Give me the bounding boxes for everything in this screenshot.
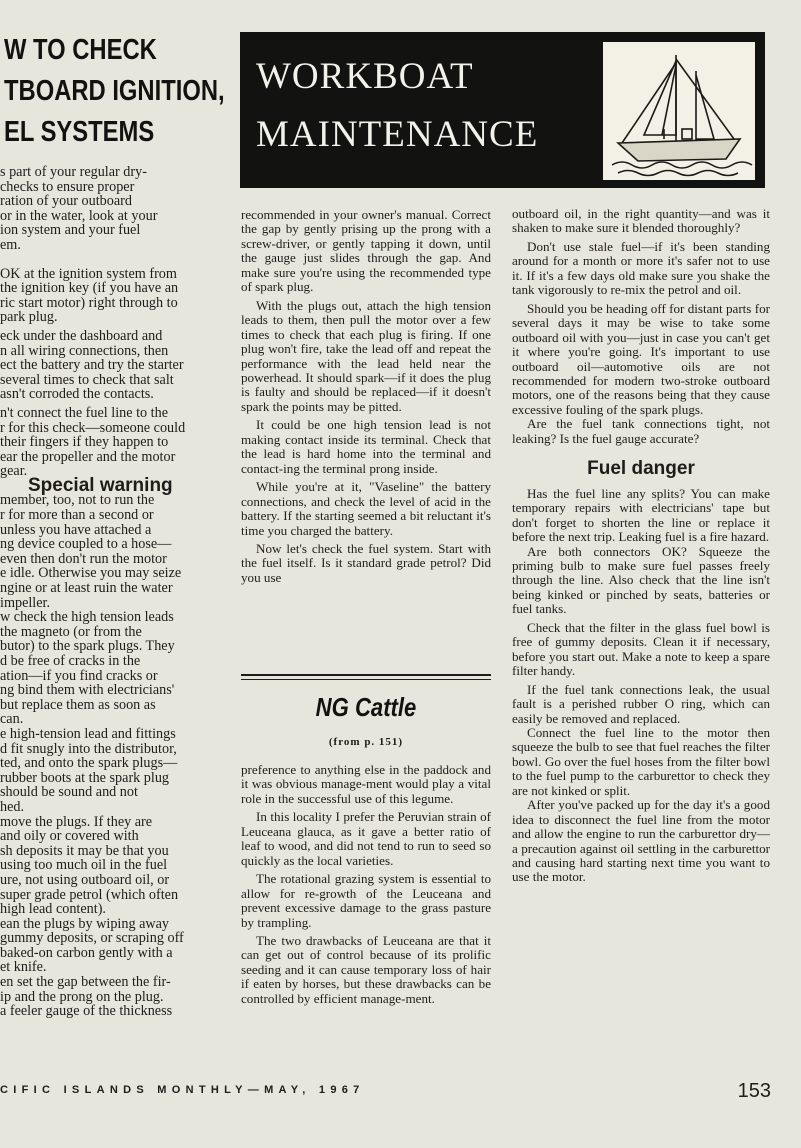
col1-intro	[0, 165, 218, 253]
text-line: ng device coupled to a hose—	[0, 536, 172, 553]
text-line: d fit snugly into the distributor,	[0, 740, 177, 757]
running-footer: CIFIC ISLANDS MONTHLY—MAY, 1967	[0, 1084, 365, 1096]
text-line: rubber boots at the spark plug	[0, 769, 170, 786]
col1-paragraph	[0, 610, 218, 727]
headline-line-1: W TO CHECK	[4, 34, 157, 66]
text-line: high lead content).	[0, 901, 106, 918]
col3-paragraph: Connect the fuel line to the motor then squeeze the bulb to see that fuel reaches the filter bowl. Go over the fuel hoses from the filter bowl to the fuel pump to the carburettor to check they are not kinked or split.	[512, 724, 770, 798]
text-line: n all wiring connections, then	[0, 342, 169, 359]
divider-rule	[241, 679, 491, 680]
subhead-special-warning: Special warning	[28, 474, 173, 496]
cattle-title: NG Cattle	[315, 692, 417, 722]
col3-paragraph: Has the fuel line any splits? You can make temporary repairs with electricians' tape but don't forget to shorten the line or replace it before the next trip. Leaking fuel is a fire hazard.	[512, 485, 770, 545]
text-line: unless you have attached a	[0, 521, 152, 538]
text-line: gummy deposits, or scraping off	[0, 930, 184, 947]
text-line: move the plugs. If they are	[0, 813, 153, 830]
col1-paragraph	[0, 493, 218, 610]
text-line: the magneto (or from the	[0, 623, 142, 640]
col2-paragraph: It could be one high tension lead is not making contact inside its terminal. Check that the lead is hard home into the terminal and contact-ing the terminal prong inside.	[241, 417, 491, 476]
col1-paragraph	[0, 727, 218, 815]
cattle-paragraph: The rotational grazing system is essential to allow for re-growth of the Leuceana and prevent excessive damage to the grass pasture by trampling.	[241, 871, 491, 930]
continued-from-note: (from p. 151)	[328, 736, 404, 748]
text-line: or in the water, look at your	[0, 207, 158, 224]
col1-paragraph	[0, 329, 218, 402]
text-line: ation—if you find cracks or	[0, 667, 158, 684]
divider-rule	[241, 674, 491, 676]
text-line: using too much oil in the fuel	[0, 857, 168, 874]
text-line: OK at the ignition system from	[0, 265, 177, 282]
text-line: s part of your regular dry-	[0, 165, 147, 180]
text-line: e high-tension lead and fittings	[0, 725, 176, 742]
text-line: member, too, not to run the	[0, 492, 155, 509]
text-line: the ignition key (if you have an	[0, 280, 179, 297]
column-1	[0, 165, 218, 1019]
text-line: asn't corroded the contacts.	[0, 386, 154, 403]
col3-paragraph: Should you be heading off for distant parts for several days it may be wise to take some outboard oil with you—just in case you can't get it where you're going. It's important to use outboard oil—automotive oils are not recommended for modern two-stroke outboard motors, one of the reasons being that they cause excessive fouling of the spark plugs.	[512, 300, 770, 417]
col1-paragraph	[0, 815, 218, 917]
text-line: can.	[0, 711, 24, 728]
column-3	[512, 207, 770, 885]
text-line: a feeler gauge of the thickness	[0, 1003, 173, 1019]
col3-paragraph: outboard oil, in the right quantity—and was it shaken to make sure it blended thoroughly?	[512, 206, 770, 236]
col3-paragraph: Are both connectors OK? Squeeze the priming bulb to make sure fuel passes freely through the line. Also check that the line isn't being kinked or pinched by seats, batteries or fuel tanks.	[512, 543, 770, 617]
text-line: e idle. Otherwise you may seize	[0, 565, 182, 582]
cattle-paragraph: In this locality I prefer the Peruvian strain of Leuceana glauca, as it gave a better ratio of leaf to wood, and did not tend to run to seed so quickly as the local varieties.	[241, 809, 491, 868]
col3-paragraph: Check that the filter in the glass fuel bowl is free of gummy deposits. Clean it if necessary, before you start out. Make a note to keep a spare filter handy.	[512, 619, 770, 679]
text-line: hed.	[0, 798, 25, 815]
col3-paragraph: Are the fuel tank connections tight, not leaking? Is the fuel gauge accurate?	[512, 416, 770, 446]
section-banner	[240, 32, 765, 188]
text-line: ric start motor) right through to	[0, 294, 178, 311]
column-2	[241, 208, 491, 585]
text-line: ration of your outboard	[0, 193, 132, 210]
text-line: r for more than a second or	[0, 507, 154, 524]
subhead-fuel-danger: Fuel danger	[587, 458, 695, 480]
article-headline	[4, 30, 225, 153]
sailboat-icon	[604, 43, 754, 179]
page-number: 153	[737, 1080, 771, 1102]
col2-paragraph: With the plugs out, attach the high tension leads to them, then pull the motor over a few times to check that each plug is firing. If one plug won't fire, take the lead off and repeat the performance with the lead held near the powerhead. It should spark—if it does the plug is faulty and should be replaced—if it doesn't spark the points may be pitted.	[241, 297, 491, 414]
col2-paragraph: Now let's check the fuel system. Start with the fuel itself. Is it standard grade petrol? Did you use	[241, 540, 491, 585]
text-line: several times to check that salt	[0, 371, 174, 388]
text-line: butor) to the spark plugs. They	[0, 638, 175, 655]
text-line: ure, not using outboard oil, or	[0, 871, 170, 888]
text-line: their fingers if they happen to	[0, 434, 169, 451]
text-line: super grade petrol (which often	[0, 886, 179, 903]
cattle-paragraph: preference to anything else in the paddock and it was obvious manage-ment would play a vital role in the successful use of this legume.	[241, 762, 491, 806]
col1-paragraph	[0, 406, 218, 479]
headline-line-2: TBOARD IGNITION,	[4, 75, 225, 107]
text-line: baked-on carbon gently with a	[0, 944, 173, 961]
text-line: w check the high tension leads	[0, 609, 174, 626]
cattle-column	[241, 763, 491, 1006]
cattle-paragraph: The two drawbacks of Leuceana are that it can get out of control because of its prolific seeding and it can cause temporary loss of hair if eaten by horses, but these drawbacks can be controlled by efficient manage-ment.	[241, 932, 491, 1006]
col1-paragraph	[0, 917, 218, 975]
text-line: sh deposits it may be that you	[0, 842, 169, 859]
text-line: en set the gap between the fir-	[0, 974, 171, 991]
text-line: em.	[0, 236, 21, 253]
text-line: ear the propeller and the motor	[0, 448, 176, 465]
text-line: and oily or covered with	[0, 828, 139, 845]
text-line: ean the plugs by wiping away	[0, 915, 170, 932]
col2-paragraph: recommended in your owner's manual. Correct the gap by gently prising up the prong with a screw-driver, or gently tapping it down, until the gauge just slides through the gap. And make sure you're using the recommended type of spark plug.	[241, 207, 491, 295]
banner-title-line-1: WORKBOAT	[256, 56, 474, 97]
headline-line-3: EL SYSTEMS	[4, 116, 155, 148]
text-line: ion system and your fuel	[0, 222, 141, 239]
col3-paragraph: After you've packed up for the day it's a good idea to disconnect the fuel line from the motor and allow the engine to run the carburettor dry—a precaution against oil settling in the carburettor and causing hard starting next time you want to use the motor.	[512, 797, 770, 885]
text-line: ted, and onto the spark plugs—	[0, 755, 178, 772]
text-line: gear.	[0, 463, 28, 480]
text-line: should be sound and not	[0, 784, 138, 801]
text-line: park plug.	[0, 309, 58, 326]
banner-title	[256, 48, 596, 164]
sailboat-illustration	[603, 42, 755, 180]
text-line: et knife.	[0, 959, 47, 976]
text-line: r for this check—someone could	[0, 419, 186, 436]
col3-paragraph: If the fuel tank connections leak, the usual fault is a perished rubber O ring, which can easily be removed and replaced.	[512, 681, 770, 726]
text-line: eck under the dashboard and	[0, 327, 163, 344]
col2-paragraph: While you're at it, "Vaseline" the battery connections, and check the level of acid in the battery. If the starting seemed a bit reluctant it's time you charged the battery.	[241, 479, 491, 538]
text-line: impeller.	[0, 594, 51, 611]
text-line: ip and the prong on the plug.	[0, 988, 164, 1005]
text-line: even then don't run the motor	[0, 550, 167, 567]
col1-paragraph	[0, 267, 218, 325]
text-line: checks to ensure proper	[0, 178, 135, 195]
col3-paragraph: Don't use stale fuel—if it's been standing around for a month or more it's safer not to use it. If it's a few days old make sure you shake the tank vigorously to re-mix the petrol and oil.	[512, 238, 770, 298]
col1-paragraph	[0, 975, 218, 1019]
text-line: ng bind them with electricians'	[0, 682, 175, 699]
text-line: but replace them as soon as	[0, 696, 156, 713]
text-line: d be free of cracks in the	[0, 653, 141, 669]
text-line: n't connect the fuel line to the	[0, 404, 169, 421]
text-line: ngine or at least ruin the water	[0, 580, 173, 597]
banner-title-line-2: MAINTENANCE	[256, 114, 539, 155]
text-line: ect the battery and try the starter	[0, 357, 184, 374]
